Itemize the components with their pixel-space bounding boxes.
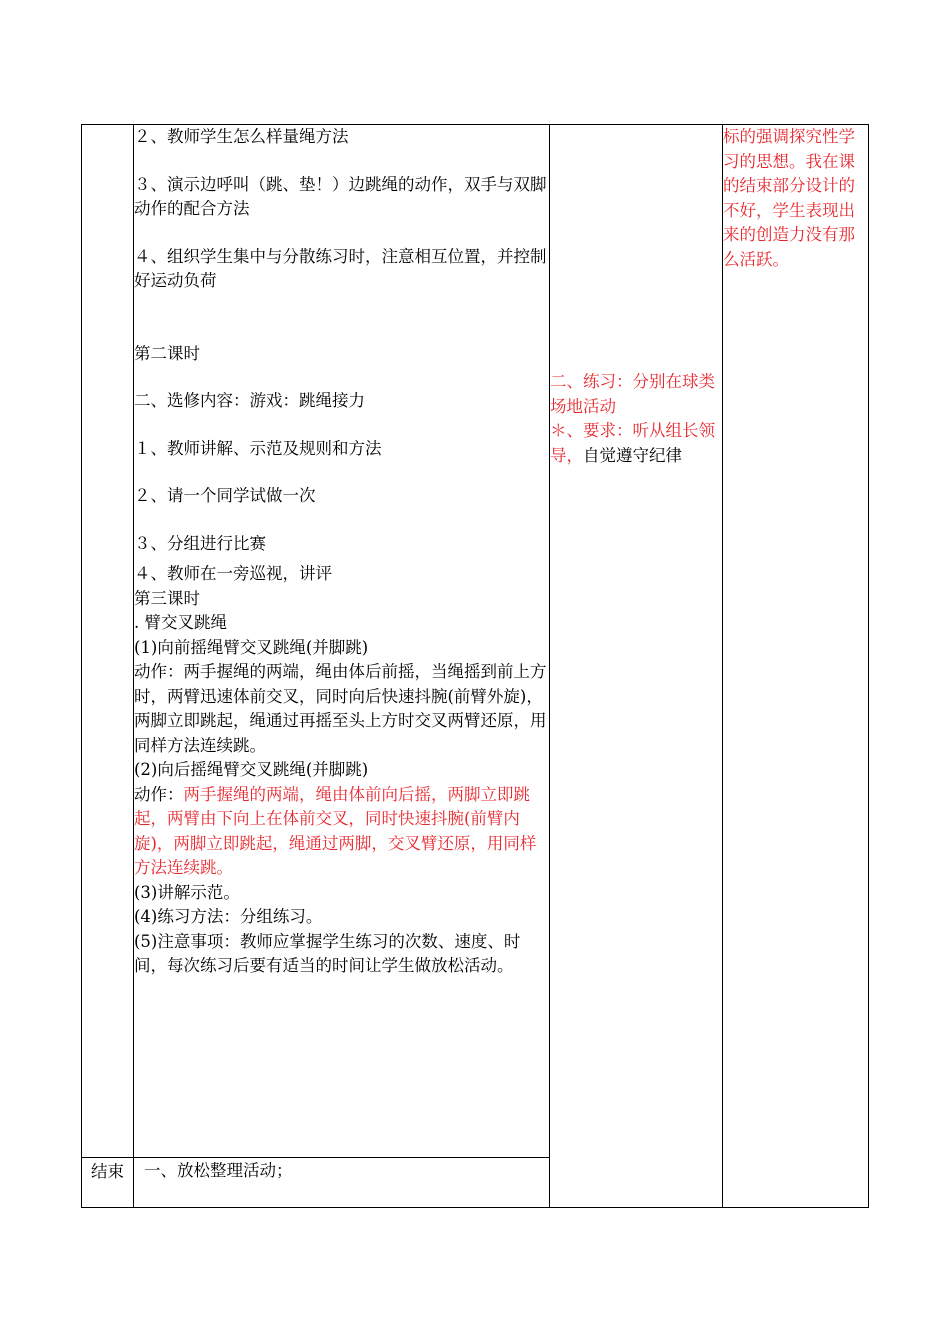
second-lesson-title: 第二课时: [134, 343, 200, 363]
practice-method: (4)练习方法：分组练习。: [134, 907, 323, 926]
notice-step: (5)注意事项：教师应掌握学生练习的次数、速度、时间，每次练习后要有适当的时间让学生做放松活动。: [134, 931, 521, 975]
backward-rope-action: [134, 783, 549, 881]
content-item-measure-rope: ２、教师学生怎么样量绳方法: [134, 127, 349, 146]
forward-rope-action: 动作：两手握绳的两端，绳由体后前摇，当绳摇到前上方时，两臂迅速体前交叉，同时向后快速抖腕(前臂外旋)，两脚立即跳起，绳通过再摇至头上方时交叉两臂还原，用同样方法连续跳。: [134, 662, 547, 755]
second-lesson-contest: ３、分组进行比赛: [134, 533, 266, 553]
teacher-patrol: ４、教师在一旁巡视，讲评: [134, 564, 332, 583]
backward-rope-title: (2)向后摇绳臂交叉跳绳(并脚跳): [134, 760, 369, 779]
closing-content-cell: 一、放松整理活动；: [134, 1158, 550, 1208]
second-lesson-elective: 二、选修内容：游戏：跳绳接力: [134, 391, 365, 410]
closing-label-cell: 结束: [82, 1158, 134, 1208]
lesson-plan-table: [81, 124, 869, 1208]
student-activity-cell: [550, 125, 723, 1208]
teaching-content-cell: [134, 125, 550, 1158]
arm-cross-title: . 臂交叉跳绳: [134, 613, 227, 632]
content-item-demonstrate: ３、演示边呼叫（跳、垫！）边跳绳的动作，双手与双脚动作的配合方法: [134, 174, 547, 218]
student-activity-requirement-cont: 导，: [550, 445, 583, 465]
student-activity-text: [550, 370, 722, 468]
second-lesson-trial: ２、请一个同学试做一次: [134, 486, 316, 505]
table-row-main: [82, 125, 869, 1158]
third-lesson-title: 第三课时: [134, 588, 200, 608]
backward-action-label: 动作：: [134, 784, 184, 804]
student-activity-practice: 二、练习：分别在球类场地活动: [550, 372, 715, 416]
content-item-organize: ４、组织学生集中与分散练习时，注意相互位置，并控制好运动负荷: [134, 246, 547, 290]
second-lesson-explain: １、教师讲解、示范及规则和方法: [134, 438, 382, 458]
forward-rope-title: (1)向前摇绳臂交叉跳绳(并脚跳): [134, 637, 369, 657]
reflection-cell: 标的强调探究性学习的思想。我在课的结束部分设计的不好，学生表现出来的创造力没有那么活跃。: [723, 125, 869, 1208]
backward-action-text: 两手握绳的两端，绳由体前向后摇，两脚立即跳起，两臂由下向上在体前交叉，同时快速抖腕(前臂内旋)，两脚立即跳起，绳通过两脚，交叉臂还原，用同样方法连续跳。: [134, 784, 537, 877]
demo-step: (3)讲解示范。: [134, 882, 240, 902]
student-activity-requirement: ＊、要求：听从组长领: [550, 421, 715, 440]
student-activity-discipline: 自觉遵守纪律: [583, 445, 682, 465]
section-label-cell: [82, 125, 134, 1158]
